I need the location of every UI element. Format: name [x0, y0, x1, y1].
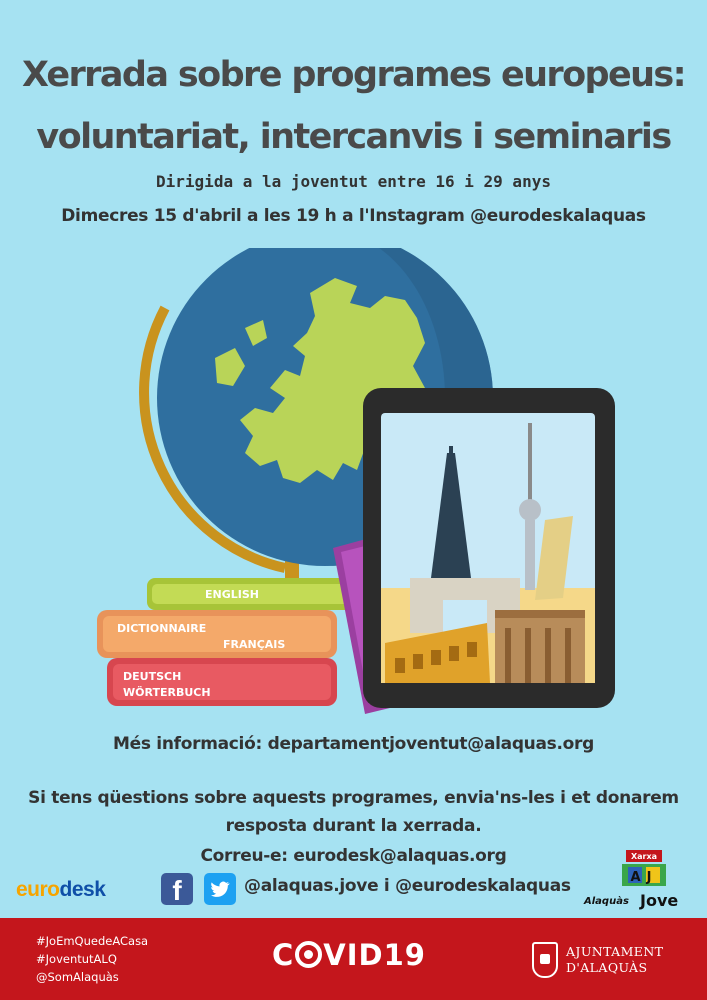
- event-date-line: Dimecres 15 d'abril a les 19 h a l'Instagram @eurodeskalaquas: [61, 206, 646, 226]
- svg-text:AJ: AJ: [630, 870, 658, 885]
- page-title-line-1: Xerrada sobre programes europeus:: [21, 55, 686, 95]
- ajuntament-logo: [532, 940, 672, 984]
- book-french-label-2: FRANÇAIS: [223, 638, 286, 651]
- twitter-icon: [204, 873, 236, 905]
- footer-bar: [0, 918, 707, 1000]
- questions-text-line-2: resposta durant la xerrada.: [225, 816, 482, 836]
- book-french-label-1: DICTIONNAIRE: [117, 622, 207, 635]
- book-german-label-2: WÖRTERBUCH: [123, 686, 211, 699]
- eurodesk-logo: eurodesk: [16, 878, 106, 901]
- virus-icon: [295, 941, 322, 968]
- book-english-label: ENGLISH: [205, 588, 259, 601]
- globe-books-tablet-illustration: [95, 248, 625, 718]
- svg-text:Xarxa: Xarxa: [630, 852, 658, 861]
- hashtag-jo-em-quede: #JoEmQuedeACasa: [36, 934, 149, 948]
- email-contact: Correu-e: eurodesk@alaquas.org: [200, 846, 507, 866]
- ajuntament-line-1: AJUNTAMENT: [566, 944, 664, 959]
- hashtag-som-alaquas: @SomAlaquàs: [36, 970, 119, 984]
- hashtags: [36, 932, 148, 986]
- questions-text-line-1: Si tens qüestions sobre aquests programes, envia'ns-les i et donarem: [28, 788, 679, 808]
- xarxa-alaquas-jove-logo: [582, 848, 694, 910]
- audience-subtitle: Dirigida a la joventut entre 16 i 29 anys: [156, 172, 551, 191]
- more-info-contact: Més informació: departamentjoventut@alaquas.org: [113, 734, 594, 754]
- svg-text:Jove: Jove: [640, 891, 679, 910]
- hashtag-joventut: #JoventutALQ: [36, 952, 117, 966]
- page-title-line-2: voluntariat, intercanvis i seminaris: [36, 117, 671, 157]
- coat-of-arms-icon: [532, 942, 558, 978]
- covid19-label: C VID19: [272, 938, 426, 972]
- ajuntament-line-2: D'ALAQUÀS: [566, 960, 648, 975]
- tablet-icon: [363, 388, 615, 708]
- svg-text:Alaquàs: Alaquàs: [584, 896, 629, 907]
- social-handles: @alaquas.jove i @eurodeskalaquas: [244, 876, 571, 896]
- book-german-label-1: DEUTSCH: [123, 670, 182, 683]
- facebook-icon: f: [161, 873, 193, 905]
